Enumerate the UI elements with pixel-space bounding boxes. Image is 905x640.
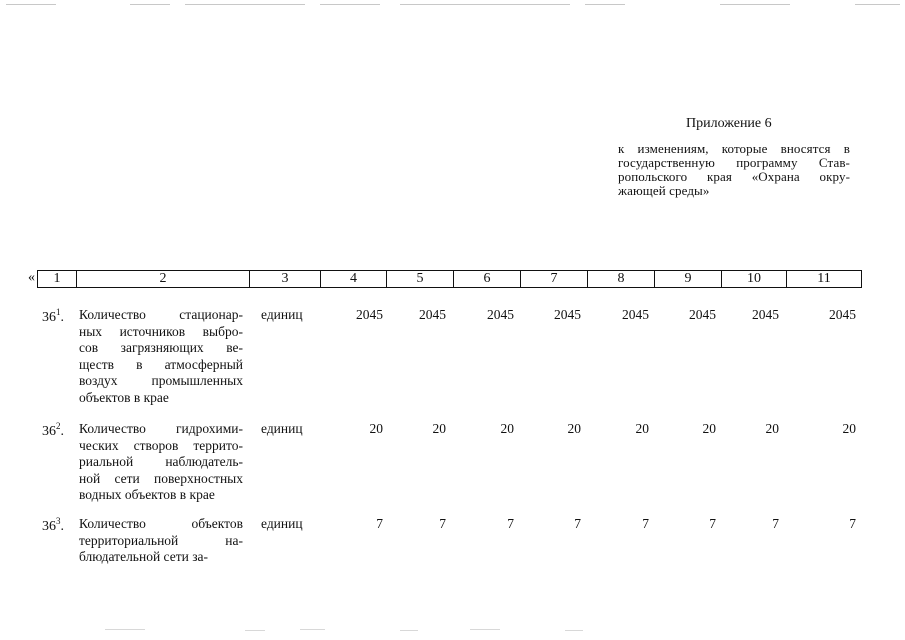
table-header-cell: 7: [520, 271, 587, 287]
row-description-line: блюдательной сети за-: [79, 549, 209, 564]
row-value: 7: [507, 516, 514, 531]
table-header-cell: 8: [587, 271, 654, 287]
row-value: 20: [500, 421, 514, 436]
row-number: $36^3$.: [42, 516, 64, 534]
row-value: 20: [842, 421, 856, 436]
row-value: 7: [439, 516, 446, 531]
row-value: 2045: [487, 307, 514, 322]
row-description: [79, 307, 243, 406]
row-value: 2045: [689, 307, 716, 322]
row-value: 20: [369, 421, 383, 436]
appendix-title: Приложение 6: [686, 116, 772, 131]
row-value: 7: [376, 516, 383, 531]
row-value: 7: [709, 516, 716, 531]
row-description-line: объектов в крае: [79, 389, 169, 405]
row-description: [79, 516, 243, 566]
row-value: 2045: [554, 307, 581, 322]
row-description-line: воздух промышленных: [79, 373, 243, 388]
row-value: 2045: [356, 307, 383, 322]
row-value: 20: [765, 421, 779, 436]
row-description-line: сов загрязняющих ве-: [79, 340, 243, 355]
row-value: 7: [642, 516, 649, 531]
row-description-line: ческих створов террито-: [79, 437, 243, 453]
row-value: 20: [567, 421, 581, 436]
row-description-line: Количество гидрохими-: [79, 421, 243, 436]
appendix-description-line: жающей среды»: [618, 183, 710, 198]
table-header-cell: 1: [53, 271, 61, 286]
row-description-line: ной сети поверхностных: [79, 470, 243, 486]
row-value: 2045: [829, 307, 856, 322]
appendix-description-line: государственную программу Став-: [618, 155, 850, 170]
table-header-cell: 5: [386, 271, 453, 287]
row-value: 7: [849, 516, 856, 531]
row-value: 7: [772, 516, 779, 531]
table-header-cell: 10: [721, 271, 786, 287]
scan-edge-top: [0, 0, 905, 12]
row-value: 20: [432, 421, 446, 436]
row-number: $36^1$.: [42, 307, 64, 325]
row-value: 2045: [419, 307, 446, 322]
opening-quote: «: [28, 270, 35, 285]
table-header-cell: 2: [76, 271, 249, 287]
row-value: 2045: [622, 307, 649, 322]
row-number: $36^2$.: [42, 421, 64, 439]
row-description-line: водных объектов в крае: [79, 487, 215, 502]
row-description-line: Количество объектов: [79, 516, 243, 531]
table-header-cell: 11: [786, 271, 861, 287]
table-header-cell: 9: [654, 271, 721, 287]
appendix-description-line: ропольского края «Охрана окру-: [618, 169, 850, 184]
row-description-line: Количество стационар-: [79, 307, 243, 322]
row-description-line: ществ в атмосферный: [79, 356, 243, 372]
row-description: [79, 421, 243, 504]
table-header-row: [37, 270, 862, 288]
table-header-cell: 4: [320, 271, 386, 287]
row-description-line: риальной наблюдатель-: [79, 454, 243, 469]
row-description-line: территориальной на-: [79, 532, 243, 548]
row-value: 20: [635, 421, 649, 436]
appendix-description-line: к изменениям, которые вносятся в: [618, 141, 850, 156]
row-value: 20: [702, 421, 716, 436]
row-value: 7: [574, 516, 581, 531]
row-description-line: ных источников выбро-: [79, 323, 243, 339]
row-unit: единиц: [261, 307, 303, 322]
appendix-description: [618, 142, 850, 198]
row-value: 2045: [752, 307, 779, 322]
row-unit: единиц: [261, 421, 303, 436]
table-header-cell: 3: [249, 271, 320, 287]
row-unit: единиц: [261, 516, 303, 531]
table-header-cell: 6: [453, 271, 520, 287]
